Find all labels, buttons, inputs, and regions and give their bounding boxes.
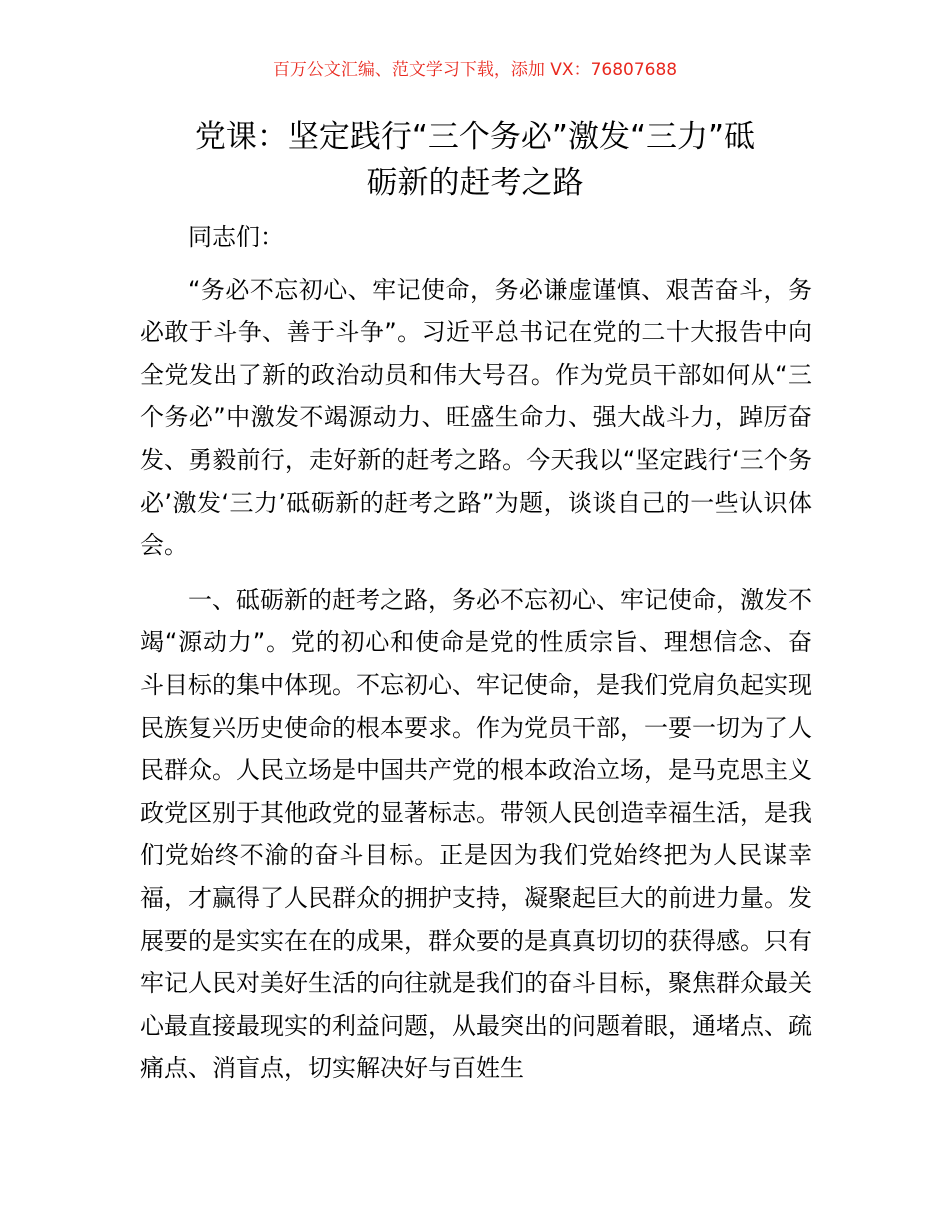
document-body xyxy=(140,216,812,1090)
document-title xyxy=(140,114,810,206)
paragraph-section-one: 一、砥砺新的赶考之路，务必不忘初心、牢记使命，激发不竭“源动力”。党的初心和使命是党的性质宗旨、理想信念、奋斗目标的集中体现。不忘初心、牢记使命，是我们党肩负起实现民族复兴历史使命的根本要求。作为党员干部，一要一切为了人民群众。人民立场是中国共产党的根本政治立场，是马克思主义政党区别于其他政党的显著标志。带领人民创造幸福生活，是我们党始终不渝的奋斗目标。正是因为我们党始终把为人民谋幸福，才赢得了人民群众的拥护支持，凝聚起巨大的前进力量。发展要的是实实在在的成果，群众要的是真真切切的获得感。只有牢记人民对美好生活的向往就是我们的奋斗目标，聚焦群众最关心最直接最现实的利益问题，从最突出的问题着眼，通堵点、疏痛点、消盲点，切实解决好与百姓生 xyxy=(140,585,812,1083)
title-line-2: 砺新的赶考之路 xyxy=(366,165,584,201)
header-contact-note: 百万公文汇编、范文学习下载，添加 VX：76807688 xyxy=(272,60,678,80)
title-line-1: 党课：坚定践行“三个务必”激发“三力”砥 xyxy=(194,119,756,155)
greeting: 同志们： xyxy=(188,223,284,251)
paragraph-intro: “务必不忘初心、牢记使命，务必谦虚谨慎、艰苦奋斗，务必敢于斗争、善于斗争”。习近平总书记在党的二十大报告中向全党发出了新的政治动员和伟大号召。作为党员干部如何从“三个务必”中激发不竭源动力、旺盛生命力、强大战斗力，踔厉奋发、勇毅前行，走好新的赶考之路。今天我以“坚定践行‘三个务必’激发‘三力’砥砺新的赶考之路”为题，谈谈自己的一些认识体会。 xyxy=(140,275,812,560)
